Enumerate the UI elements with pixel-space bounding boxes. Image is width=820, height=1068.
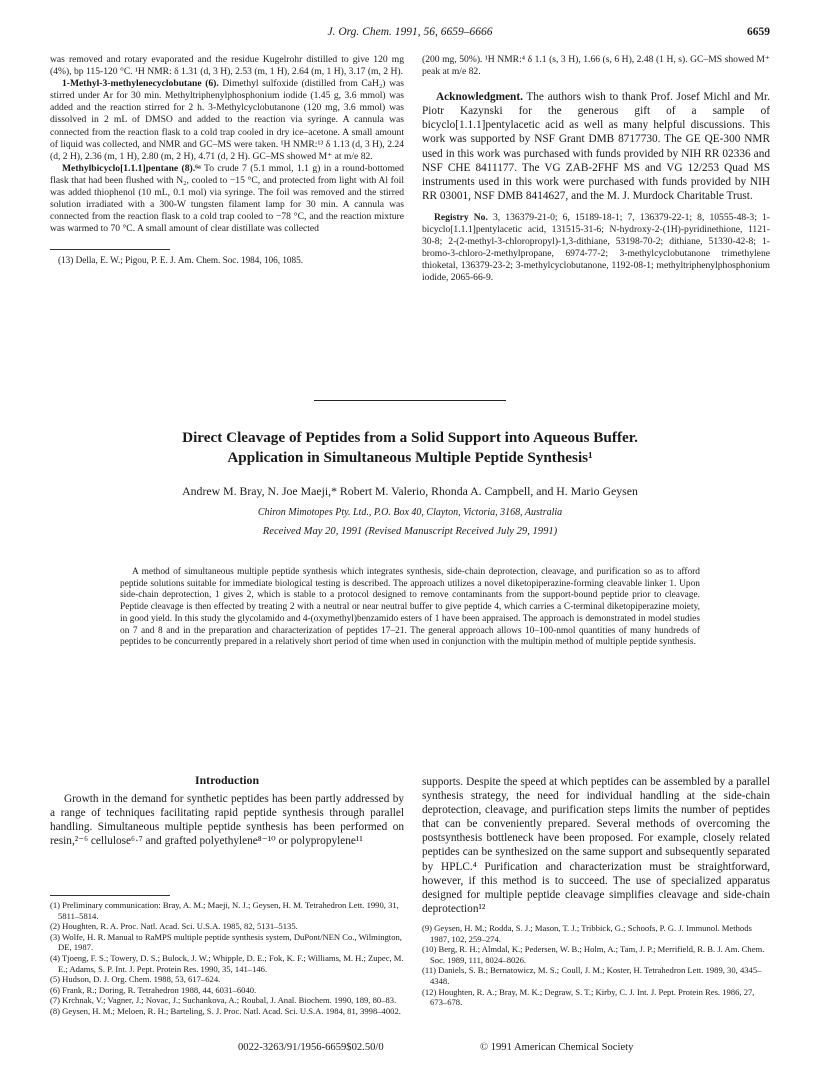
footnotes-right bbox=[422, 923, 770, 1008]
title-line: Application in Simultaneous Multiple Peptide Synthesis¹ bbox=[227, 449, 593, 466]
footnote: (9) Geysen, H. M.; Rodda, S. J.; Mason, T. J.; Tribbick, G.; Schoofs, P. G. J. Immunol. Methods 1987, 102, 259–274. bbox=[422, 923, 752, 944]
top-right-column bbox=[422, 54, 770, 285]
top-left-column bbox=[50, 54, 404, 267]
footnote-rule bbox=[50, 895, 170, 896]
footnote: (3) Wolfe, H. R. Manual to RaMPS multiple peptide synthesis system, DuPont/NEN Co., Wilmington, DE, 1987. bbox=[50, 931, 402, 953]
registry-heading: Registry No. bbox=[434, 211, 488, 223]
footnote: (2) Houghten, R. A. Proc. Natl. Acad. Sci. U.S.A. 1985, 82, 5131–5135. bbox=[50, 921, 298, 932]
footnote: (8) Geysen, H. M.; Meloen, R. H.; Barteling, S. J. Proc. Natl. Acad. Sci. U.S.A. 1984, 81, 3998–4002. bbox=[50, 1005, 401, 1016]
footnote: (4) Tjoeng, F. S.; Towery, D. S.; Bulock, J. W.; Whipple, D. E.; Fok, K. F.; Williams, M. H.; Zupec, M. E.; Adams, S. P. Int. J. Pept. Protein Res. 1990, 35, 141–146. bbox=[50, 952, 404, 974]
introduction-left bbox=[50, 792, 404, 848]
footnote: (12) Houghten, R. A.; Bray, M. K.; Degraw, S. T.; Kirby, C. J. Int. J. Pept. Protein Res. 1986, 27, 673–678. bbox=[422, 986, 755, 1008]
footnote: (10) Berg, R. H.; Almdal, K.; Pedersen, W. B.; Holm, A.; Tam, J. P.; Merrifield, R. B. J. Am. Chem. Soc. 1989, 111, 8024–8026. bbox=[422, 944, 765, 965]
paragraph-text: 3, 136379-21-0; 6, 15189-18-1; 7, 136379-22-1; 8, 10555-48-3; 1-bicyclo[1.1.1]pentylacetic acid, 131515-31-6; N-hydroxy-2-(1H)-pyridinethione, 1121-30-8; 2-(2-methyl-3-chloropropyl)-1,3-dithiane, 53198-70-2; dithiane, 51330-42-8; 1-bromo-3-chloro-2-methylpropane, 6974-77-2; 3-methylcyclobutanone trimethylene thioketal, 136379-23-2; 3-methylcyclobutanone, 1192-08-1; methyltriphenylphosphonium iodide, 2065-66-9. bbox=[422, 211, 770, 284]
compound-heading: 1-Methyl-3-methylenecyclobutane (6). bbox=[62, 78, 219, 90]
article-title bbox=[60, 428, 760, 468]
copyright: © 1991 American Chemical Society bbox=[480, 1042, 634, 1053]
footnote: (1) Preliminary communication: Bray, A. M.; Maeji, N. J.; Geysen, H. M. Tetrahedron Lett. 1990, 31, 5811–5814. bbox=[50, 900, 399, 921]
compound-heading: Methylbicyclo[1.1.1]pentane (8).⁶ᵃ bbox=[62, 162, 201, 174]
title-line: Direct Cleavage of Peptides from a Solid Support into Aqueous Buffer. bbox=[182, 429, 638, 446]
abstract-text: A method of simultaneous multiple peptide synthesis which integrates synthesis, side-chain deprotection, cleavage, and purification so as to afford peptide solutions suitable for immediate biological testing is described. The approach utilizes a novel diketopiperazine-forming cleavable linker 1. Upon side-chain deprotection, 1 gives 2, which is stable to a protocol designed to remove contaminants from the support-bound peptide prior to cleavage. Peptide cleavage is then effected by treating 2 with a neutral or near neutral buffer to give peptide 4, which carries a C-terminal diketopiperazine moiety, in good yield. In this study the glycolamido and 4-(oxymethyl)benzamido esters of 1 have been appraised. The approach is demonstrated in model studies on 7 and 8 and in the preparation and characterization of peptides 17–21. The general approach allows 10–100-nmol quantities of many hundreds of peptides to be concurrently prepared in a relatively short period of time when used in conjunction with the multipin method of multiple peptide synthesis. bbox=[120, 567, 700, 648]
affiliation: Chiron Mimotopes Pty. Ltd., P.O. Box 40, Clayton, Victoria, 3168, Australia bbox=[257, 507, 563, 518]
paragraph-text: Dimethyl sulfoxide (distilled from CaH₂) was stirred under Ar for 30 min. Methyltriphenylphosphonium iodide (1.45 g, 3.6 mmol) was added and the reaction stirred for 2 h. 3-Methylcyclobutanone (120 mg, 3.6 mmol) was dissolved in 2 mL of DMSO and added to the reaction via syringe. A cannula was connected from the reaction flask to a cold trap cooled in dry ice–acetone. A small amount of liquid was collected, and NMR and GC–MS were taken. ¹H NMR:¹³ δ 1.13 (d, 3 H), 2.24 (d, 2 H), 2.36 (m, 1 H), 2.80 (m, 2 H), 4.71 (d, 2 H). GC–MS showed M⁺ at m/e 82. bbox=[50, 78, 404, 162]
footnote: (6) Frank, R.; Doring, R. Tetrahedron 1988, 44, 6031–6040. bbox=[50, 984, 257, 995]
footnote: (13) Della, E. W.; Pigou, P. E. J. Am. Chem. Soc. 1984, 106, 1085. bbox=[58, 255, 303, 266]
footnote: (7) Krchnak, V.; Vagner, J.; Novac, J.; Suchankova, A.; Roubal, J. Anal. Biochem. 1990, 189, 80–83. bbox=[50, 995, 397, 1006]
section-heading: Introduction bbox=[194, 773, 260, 787]
intro-paragraph: Growth in the demand for synthetic peptides has been partly addressed by a range of techniques facilitating rapid peptide synthesis through parallel handling. Simultaneous multiple peptide synthesis has been performed on resin,²⁻⁶ cellulose⁶·⁷ and grafted polyethylene⁸⁻¹⁰ or polypropylene¹¹ bbox=[50, 793, 404, 848]
author-list: Andrew M. Bray, N. Joe Maeji,* Robert M. Valerio, Rhonda A. Campbell, and H. Mario Geysen bbox=[182, 484, 638, 498]
acknowledgment-heading: Acknowledgment. bbox=[436, 91, 523, 104]
paragraph-text: The authors wish to thank Prof. Josef Michl and Mr. Piotr Kazynski for the generous gift of a sample of bicyclo[1.1.1]pentylacetic acid as well as many helpful discussions. This work was supported by NSF Grant DMB 8717730. The GE QE-300 NMR used in this work was purchased with funds provided by NIH RR 02336 and NSF CHE 8411177. The VG ZAB-2FHF MS and VG 12/253 Quad MS instruments used in this work were purchased with funds provided by NIH RR 03001, NSF DMB 8414627, and the M. J. Murdock Charitable Trust. bbox=[422, 91, 770, 202]
footnotes-left bbox=[50, 895, 404, 1017]
experimental-paragraph: was removed and rotary evaporated and the residue Kugelrohr distilled to give 120 mg (4%), bp 115-120 °C. ¹H NMR: δ 1.31 (d, 3 H), 2.53 (m, 1 H), 2.64 (m, 1 H), 3.17 (m, 2 H). bbox=[50, 54, 404, 78]
footnote: (5) Hudson, D. J. Org. Chem. 1988, 53, 617–624. bbox=[50, 974, 221, 985]
received-date: Received May 20, 1991 (Revised Manuscript Received July 29, 1991) bbox=[262, 526, 558, 537]
footnote: (11) Daniels, S. B.; Bernatowicz, M. S.; Coull, J. M.; Koster, H. Tetrahedron Lett. 1989, 30, 4345–4348. bbox=[422, 965, 762, 986]
article-separator bbox=[314, 400, 506, 401]
intro-paragraph: supports. Despite the speed at which peptides can be assembled by a parallel synthesis strategy, the need for individual handling at the side-chain deprotection, cleavage, and purification steps limits the number of peptides that can be conveniently prepared. Several methods of overcoming the postsynthesis bottleneck have been proposed. For example, closely related peptides can be synthesized on the same support and subsequently separated by HPLC.⁴ Purification and characterization must be straightforward, however, if this method is to succeed. The use of specialized apparatus designed for multiple peptide cleavage simplifies cleavage and side-chain deprotection¹² bbox=[422, 776, 770, 915]
footnote-rule bbox=[50, 249, 170, 250]
registry-numbers bbox=[422, 212, 770, 285]
journal-citation: J. Org. Chem. 1991, 56, 6659–6666 bbox=[327, 26, 493, 38]
page-number: 6659 bbox=[747, 26, 770, 38]
experimental-paragraph bbox=[50, 163, 404, 236]
paragraph-text: To crude 7 (5.1 mmol, 1.1 g) in a round-bottomed flask that had been flushed with N₂, cooled to −15 °C, and protected from light with Al foil was added thiophenol (10 mL, 0.1 mol) via syringe. The foil was removed and the stirred solution irradiated with a 300-W tungsten filament lamp for 30 min. A cannula was connected from the reaction flask to a cold trap cooled to −78 °C, and the reaction mixture was warmed to 70 °C. A small amount of clear distillate was collected bbox=[50, 162, 404, 235]
introduction-right bbox=[422, 775, 770, 916]
experimental-paragraph: (200 mg, 50%). ¹H NMR:⁴ δ 1.1 (s, 3 H), 1.66 (s, 6 H), 2.48 (1 H, s). GC–MS showed M⁺ peak at m/e 82. bbox=[422, 54, 770, 78]
acknowledgment bbox=[422, 90, 770, 203]
abstract bbox=[120, 567, 700, 649]
running-header bbox=[50, 26, 770, 42]
experimental-paragraph bbox=[50, 78, 404, 163]
article-code: 0022-3263/91/1956-6659$02.50/0 bbox=[238, 1042, 384, 1053]
